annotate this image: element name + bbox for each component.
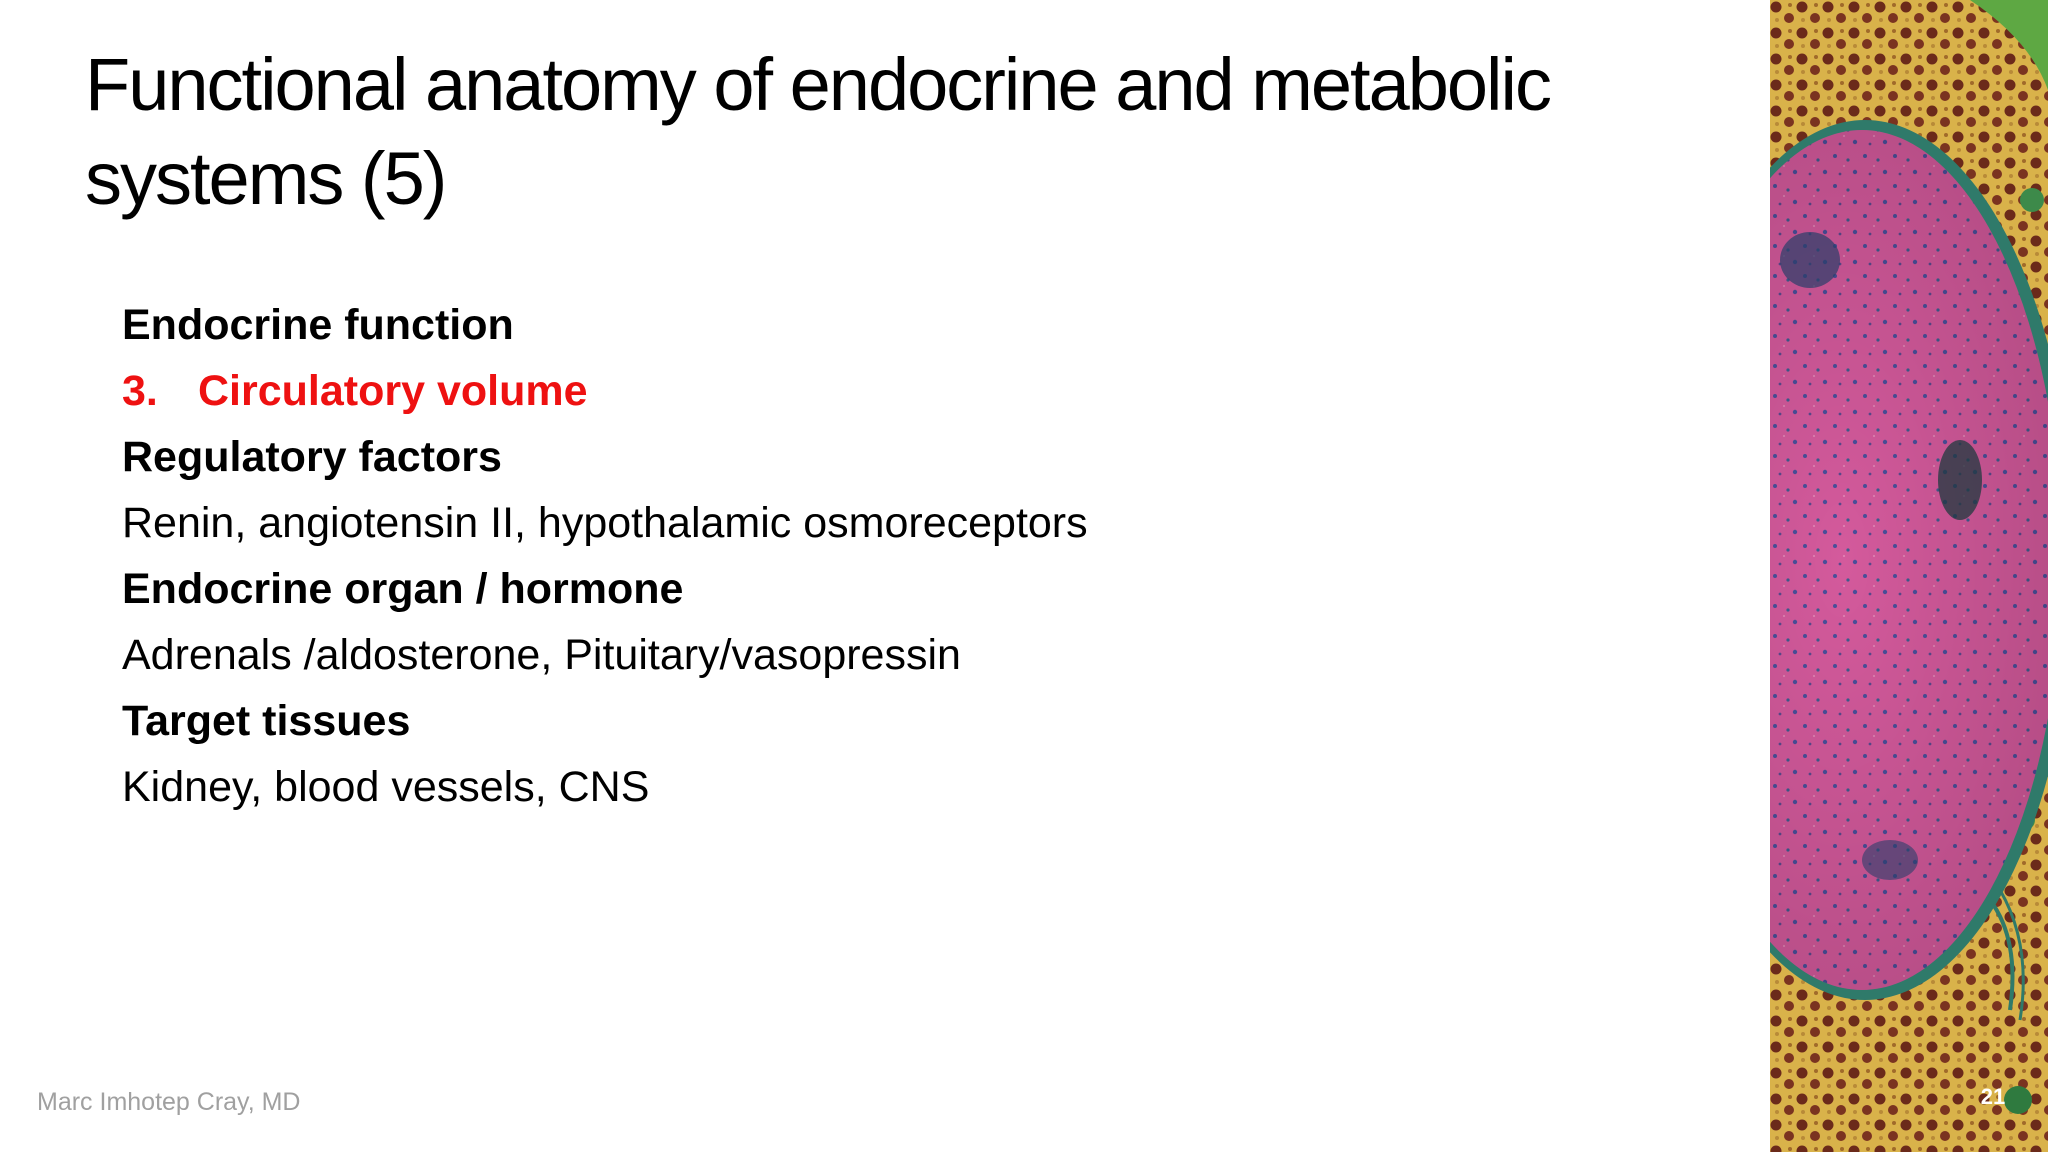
target-tissues-heading: Target tissues: [122, 697, 411, 745]
list-item-label: Circulatory volume: [198, 367, 588, 415]
endocrine-organ-text: Adrenals /aldosterone, Pituitary/vasopressin: [122, 631, 961, 679]
title-text: Functional anatomy of endocrine and metabolic systems: [85, 43, 1550, 220]
list-item-number: 3.: [122, 367, 158, 415]
regulatory-factors-heading: Regulatory factors: [122, 433, 502, 481]
slide-footer-author: Marc Imhotep Cray, MD: [37, 1088, 301, 1116]
slide-body: [122, 292, 1622, 820]
slide-page-number: 21: [1980, 1084, 2006, 1109]
endocrine-organ-heading: Endocrine organ / hormone: [122, 565, 684, 613]
endocrine-function-heading: Endocrine function: [122, 301, 514, 349]
target-tissues-text: Kidney, blood vessels, CNS: [122, 763, 650, 811]
cell-micrograph-image: [1770, 0, 2048, 1152]
slide-title: [85, 38, 1745, 226]
regulatory-factors-text: Renin, angiotensin II, hypothalamic osmoreceptors: [122, 499, 1088, 547]
title-number: (5): [360, 137, 446, 220]
highlighted-list-item: [122, 358, 1622, 424]
